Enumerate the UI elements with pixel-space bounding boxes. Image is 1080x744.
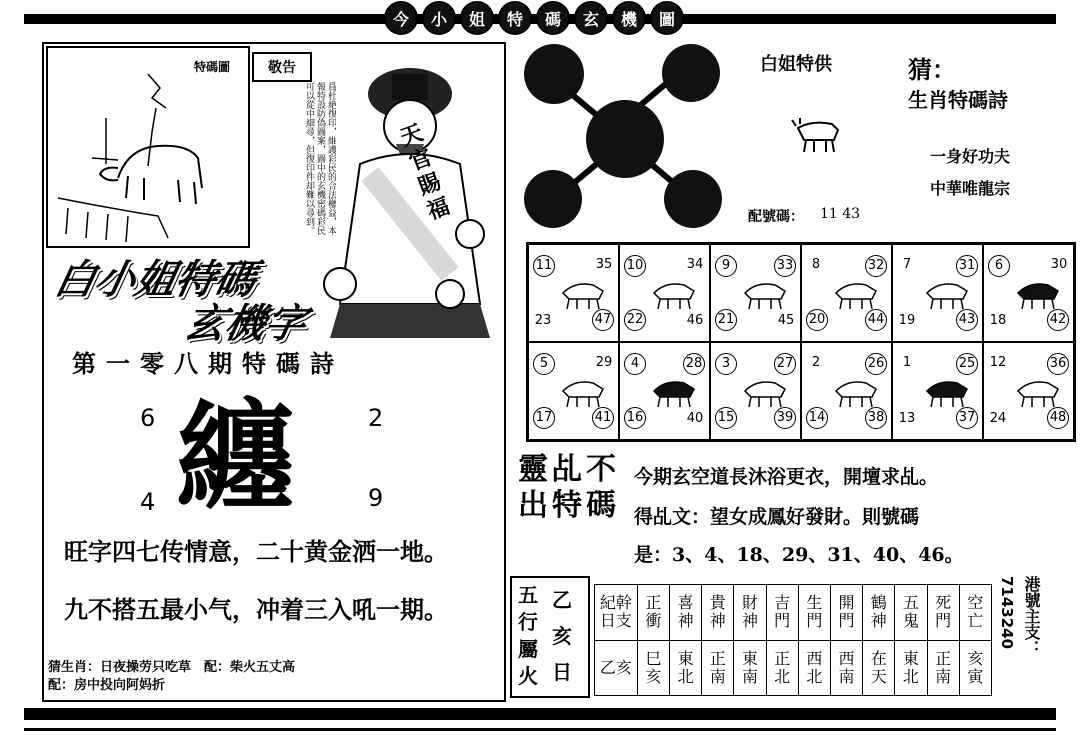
zodiac-number: 30 (1050, 257, 1068, 272)
corner-number: 4 (140, 488, 156, 516)
almanac-header-cell: 紀幹日支 (595, 585, 638, 641)
brand-line1: 白小姐特碼 (50, 257, 261, 303)
poem-title: 第一零八期特碼詩 (72, 349, 344, 378)
almanac-value-cell: 東南 (734, 640, 766, 696)
zodiac-cell (892, 342, 983, 440)
brand-line2: 玄機字 (180, 301, 311, 347)
verse-right: 一身好功夫 (930, 147, 1011, 166)
corner-number: 6 (140, 404, 156, 432)
footer-rule (24, 728, 1056, 731)
guess-subtitle: 生肖特碼詩 (908, 88, 1008, 112)
almanac-value-cell: 巳亥 (637, 640, 669, 696)
almanac-header-cell: 吉門 (766, 585, 798, 641)
zodiac-number: 17 (533, 407, 555, 429)
header-glyph: 今 (384, 1, 418, 35)
oracle-line: 得乩文：望女成鳳好發財。則號碼 (634, 506, 920, 528)
monkey-circle-icon (524, 44, 584, 104)
zodiac-cell (801, 244, 892, 342)
pig-icon (921, 373, 973, 409)
almanac-header-cell: 喜神 (670, 585, 702, 641)
zodiac-number: 15 (715, 407, 737, 429)
zodiac-number: 6 (988, 255, 1010, 277)
zodiac-number: 41 (592, 407, 614, 429)
zodiac-number: 32 (865, 255, 887, 277)
almanac-value-cell: 西北 (798, 640, 830, 696)
zodiac-cell (710, 342, 801, 440)
deity-illustration-icon (300, 54, 500, 338)
spirit-col: 靈出 (518, 452, 548, 523)
zodiac-number: 4 (624, 353, 646, 375)
guess-label: 猜： (908, 55, 956, 84)
zodiac-cell (801, 342, 892, 440)
zodiac-number: 33 (774, 255, 796, 277)
zodiac-number: 24 (989, 411, 1007, 426)
almanac-value-cell: 西南 (830, 640, 862, 696)
almanac-table (594, 584, 992, 696)
verse-line: 九不搭五最小气，冲着三入吼一期。 (64, 596, 448, 624)
header-glyph: 特 (498, 1, 532, 35)
snake-icon (921, 275, 973, 311)
big-character: 纏 (176, 388, 295, 526)
notice-label: 敬告 (252, 52, 312, 82)
zodiac-cell (619, 244, 710, 342)
sketch-title: 特碼圖 (193, 60, 230, 74)
almanac-header-cell: 開門 (830, 585, 862, 641)
rooster-icon (739, 373, 791, 409)
almanac-header-cell: 死門 (927, 585, 959, 641)
zodiac-number: 18 (989, 313, 1007, 328)
zodiac-cell (528, 244, 619, 342)
code-label: 配號碼： (748, 209, 804, 225)
corner-number: 2 (368, 404, 384, 432)
horse-icon (1012, 275, 1064, 311)
zodiac-cell (528, 342, 619, 440)
almanac-value-cell: 正南 (702, 640, 734, 696)
header-title (384, 0, 684, 36)
zodiac-number: 23 (534, 313, 552, 328)
zodiac-number: 25 (956, 353, 978, 375)
zodiac-number: 12 (989, 355, 1007, 370)
zodiac-grid (526, 242, 1076, 442)
zodiac-number: 47 (592, 309, 614, 331)
zodiac-number: 10 (624, 255, 646, 277)
verse-line: 旺字四七传情意，二十黄金洒一地。 (64, 538, 448, 566)
hint-line: 猜生肖：日夜操劳只吃草 配：柴火五丈高 (48, 660, 296, 675)
almanac-value-cell: 正南 (927, 640, 959, 696)
zodiac-number: 7 (902, 257, 912, 272)
hint-line: 配：房中投向阿妈折 (48, 678, 166, 693)
zodiac-number: 8 (811, 257, 821, 272)
almanac-value-row (595, 640, 992, 696)
zodiac-number: 20 (806, 309, 828, 331)
almanac-value-cell: 亥寅 (959, 640, 991, 696)
spirit-col: 乩特 (552, 452, 582, 523)
zodiac-cell (710, 244, 801, 342)
header-glyph: 玄 (574, 1, 608, 35)
oracle-line: 是：3、4、18、29、31、40、46。 (634, 544, 964, 566)
zodiac-number: 2 (811, 355, 821, 370)
zodiac-number: 39 (774, 407, 796, 429)
zodiac-number: 46 (686, 313, 704, 328)
zodiac-number: 1 (902, 355, 912, 370)
header-glyph: 小 (422, 1, 456, 35)
zodiac-number: 44 (865, 309, 887, 331)
zodiac-cell (619, 342, 710, 440)
zodiac-number: 13 (898, 411, 916, 426)
ox-circle-icon (662, 44, 720, 102)
zodiac-number: 27 (774, 353, 796, 375)
spirit-col: 不碼 (586, 452, 616, 523)
ganzhi-day: 乙亥日 (552, 588, 572, 684)
ox-icon (790, 114, 846, 154)
almanac-header-cell: 正衝 (637, 585, 669, 641)
goat-icon (557, 373, 609, 409)
almanac-value-cell: 東北 (670, 640, 702, 696)
hk-label: 港號主支： (1022, 576, 1041, 656)
almanac-header-cell: 生門 (798, 585, 830, 641)
almanac-value-cell: 東北 (895, 640, 927, 696)
zodiac-number: 9 (715, 255, 737, 277)
almanac-value-cell: 乙亥 (595, 640, 638, 696)
supplier-label: 白姐特供 (760, 54, 832, 75)
almanac-header-cell: 五鬼 (895, 585, 927, 641)
monkey-icon (648, 373, 700, 409)
zodiac-number: 26 (865, 353, 887, 375)
zodiac-number: 40 (686, 411, 704, 426)
code-sketch (46, 46, 250, 248)
dragon-icon (830, 275, 882, 311)
almanac-value-cell: 在天 (863, 640, 895, 696)
almanac-header-cell: 貴神 (702, 585, 734, 641)
tiger-icon (648, 275, 700, 311)
zodiac-number: 38 (865, 407, 887, 429)
zodiac-number: 21 (715, 309, 737, 331)
zodiac-number: 11 (533, 255, 555, 277)
header-glyph: 機 (612, 1, 646, 35)
zodiac-number: 19 (898, 313, 916, 328)
almanac-header-cell: 財神 (734, 585, 766, 641)
zodiac-number: 28 (683, 353, 705, 375)
dog-circle-icon (664, 170, 722, 228)
verse-right: 中華唯龍宗 (930, 179, 1011, 198)
zodiac-cell (983, 342, 1074, 440)
almanac-header-cell: 空亡 (959, 585, 991, 641)
zodiac-number: 48 (1047, 407, 1069, 429)
ox-sketch-icon (48, 48, 248, 246)
zodiac-number: 29 (595, 355, 613, 370)
five-elements: 五行屬火 (518, 583, 538, 688)
almanac-value-cell: 正北 (766, 640, 798, 696)
almanac-header-row (595, 585, 992, 641)
header-glyph: 姐 (460, 1, 494, 35)
zodiac-number: 34 (686, 257, 704, 272)
code-value: 11 43 (820, 206, 861, 222)
zodiac-number: 14 (806, 407, 828, 429)
corner-number: 9 (368, 484, 384, 512)
hk-value: 7143240 (998, 576, 1016, 650)
notice-text: 爲杜絶復印，維護彩民的合法權益，本報特設防偽圖案，圖中的玄機密碼彩民可以從中細尋，但復印件却難以尋到。 (304, 82, 336, 235)
zodiac-cell (892, 244, 983, 342)
almanac-header-cell: 鶴神 (863, 585, 895, 641)
zodiac-number: 22 (624, 309, 646, 331)
ox-icon (557, 275, 609, 311)
header-glyph: 圖 (650, 1, 684, 35)
banner-text: 天官賜福 (396, 119, 454, 225)
oracle-line: 今期玄空道長沐浴更衣，開壇求乩。 (634, 466, 939, 488)
zodiac-number: 43 (956, 309, 978, 331)
zodiac-cell (983, 244, 1074, 342)
zodiac-number: 16 (624, 407, 646, 429)
snake-circle-icon (586, 100, 664, 178)
footer-bar (24, 708, 1056, 720)
zodiac-number: 31 (956, 255, 978, 277)
dog-icon (830, 373, 882, 409)
zodiac-number: 45 (777, 313, 795, 328)
zodiac-number: 37 (956, 407, 978, 429)
spirit-block (518, 452, 618, 524)
five-elements-box (510, 576, 590, 698)
zodiac-number: 5 (533, 353, 555, 375)
rabbit-icon (739, 275, 791, 311)
zodiac-number: 3 (715, 353, 737, 375)
header-glyph: 碼 (536, 1, 570, 35)
zodiac-number: 36 (1047, 353, 1069, 375)
rat-icon (1012, 373, 1064, 409)
zodiac-number: 35 (595, 257, 613, 272)
zodiac-number: 42 (1047, 309, 1069, 331)
rooster-circle-icon (524, 170, 582, 228)
